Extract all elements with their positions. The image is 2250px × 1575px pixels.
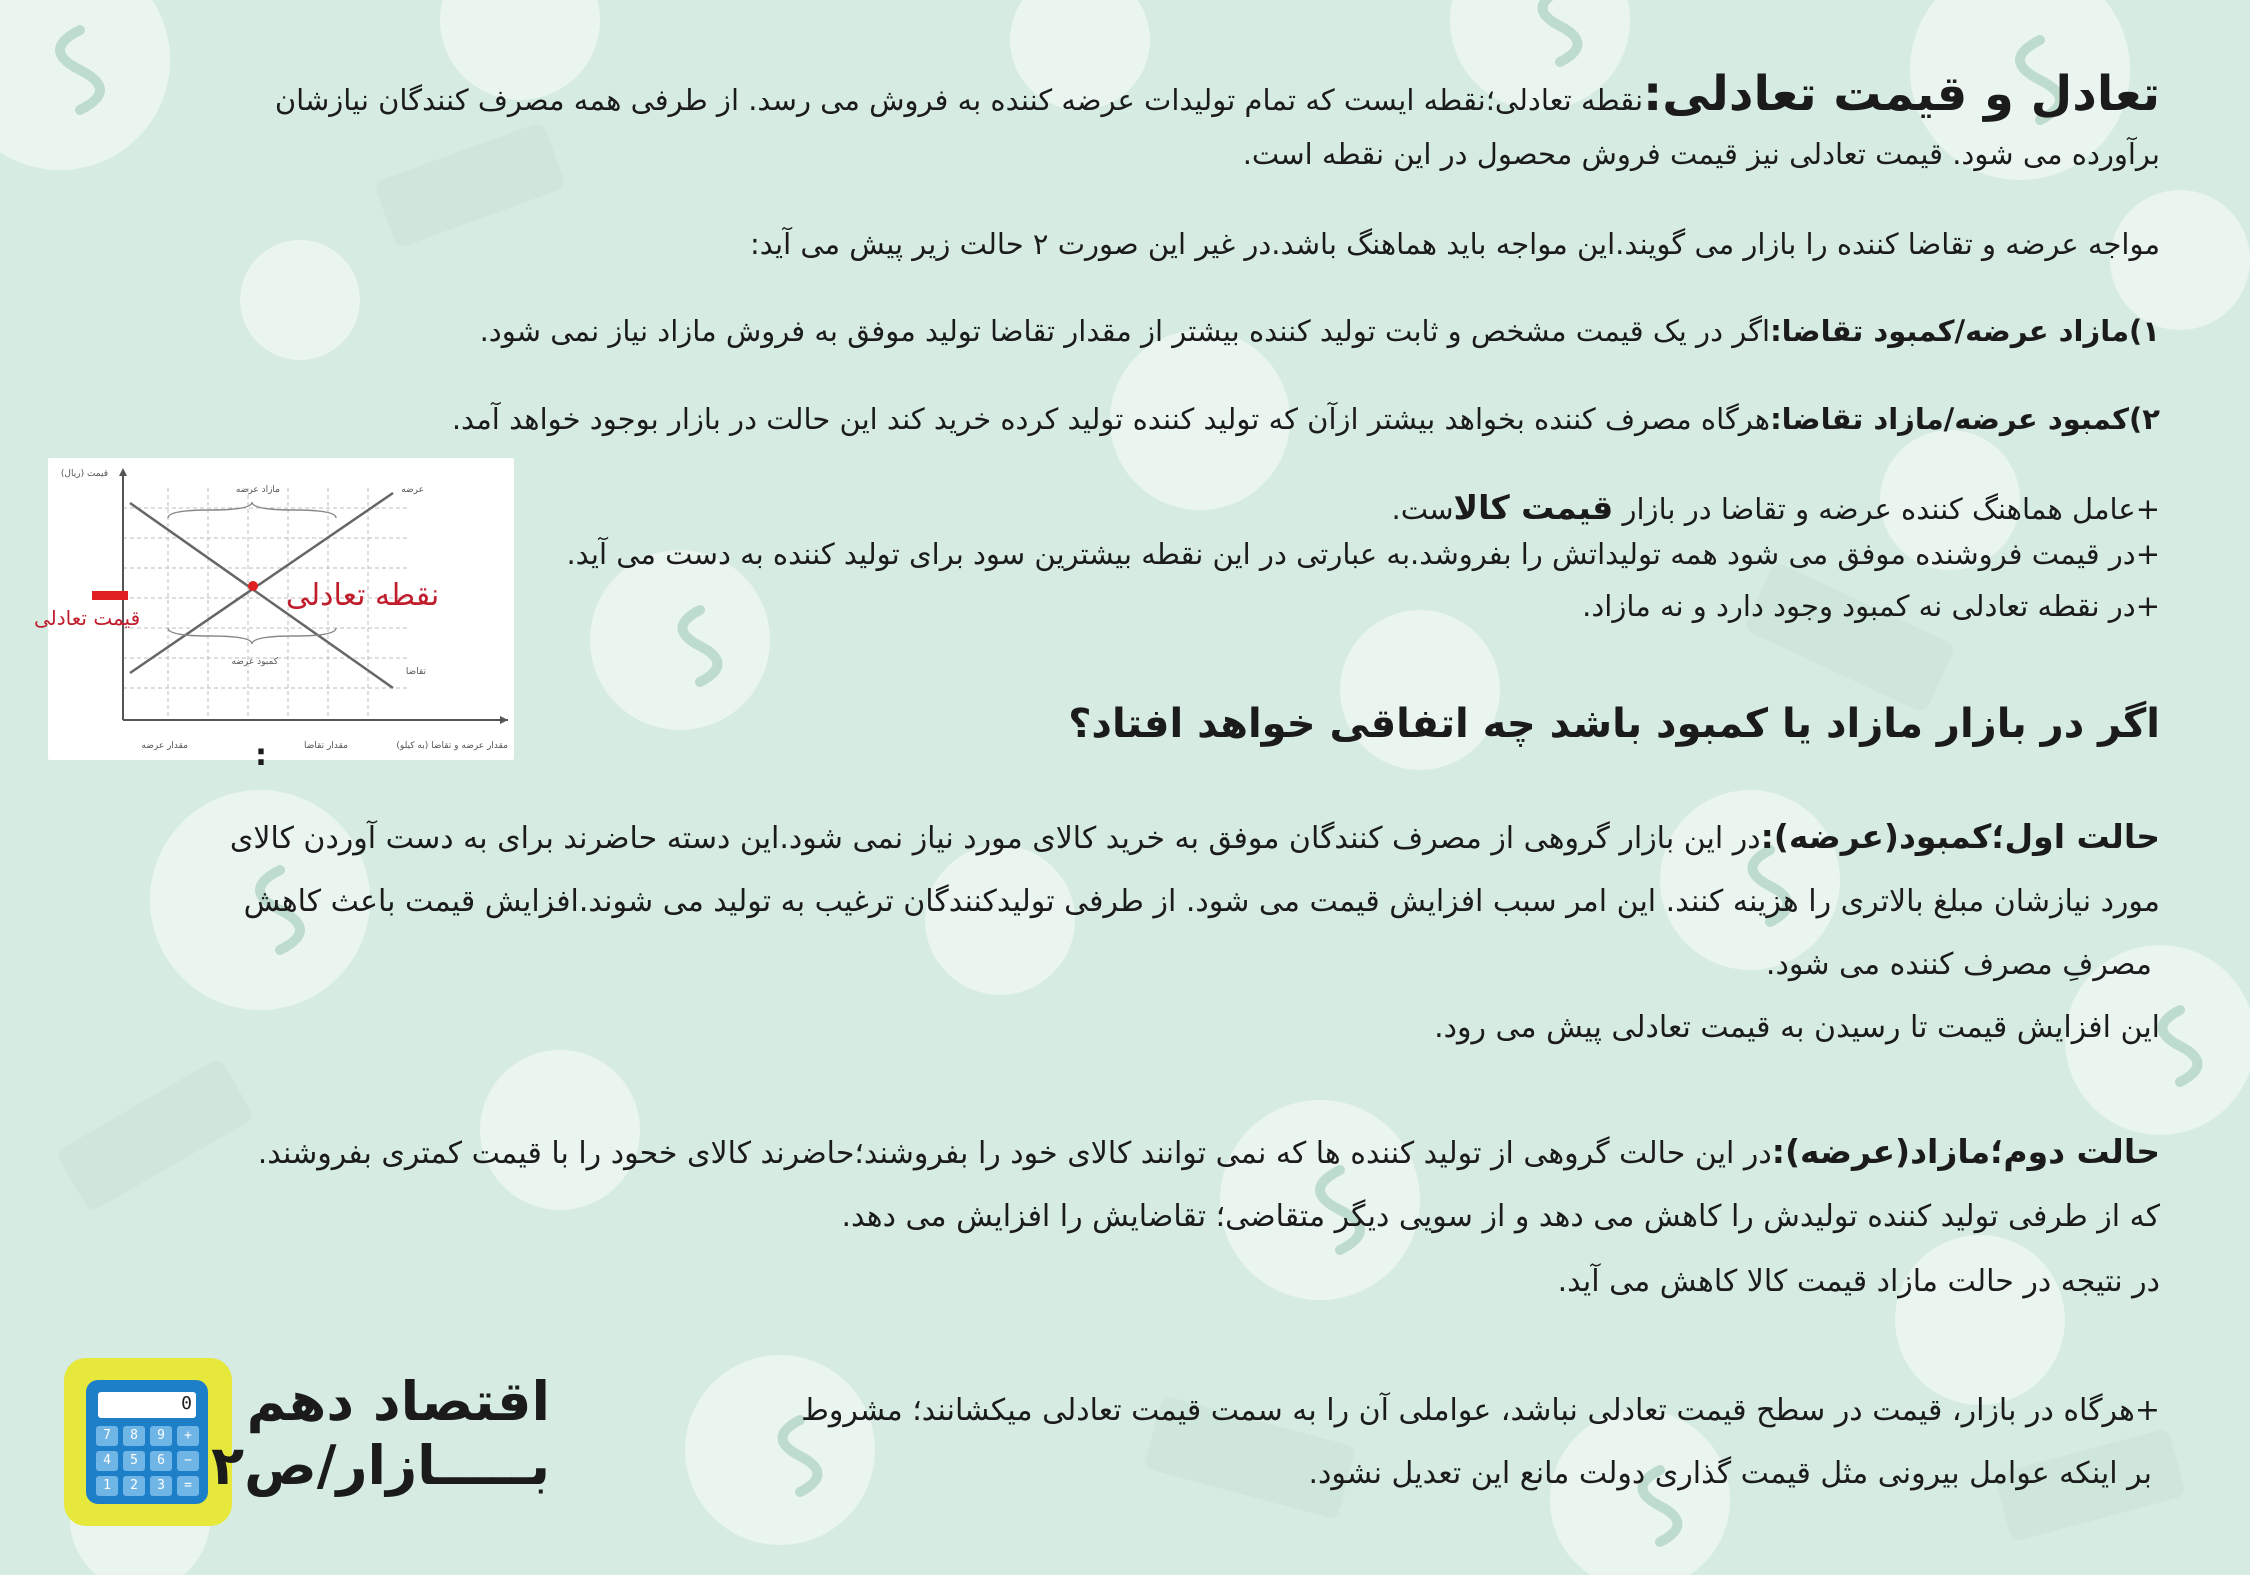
state2-text-1: در این حالت گروهی از تولید کننده ها که نمی توانند کالای خود را بفروشند؛حاضرند کالای خحود را با قیمت کمتری بفروشند. [257,1136,1772,1171]
calculator-screen [98,1392,196,1418]
note-1-bold: قیمت کالا [1453,488,1614,527]
market-intro: مواجه عرضه و تقاضا کننده را بازار می گویند.این مواجه باید هماهنگ باشد.در غیر این صورت ۲ حالت زیر پیش می آید: [750,227,2160,261]
calculator-key: 2 [123,1476,145,1496]
equilibrium-point [248,581,258,591]
calculator-key: 5 [123,1451,145,1471]
x-axis-label: مقدار عرضه و تقاضا (به کیلو) [396,741,508,751]
heading-line-2: برآورده می شود. قیمت تعادلی نیز قیمت فروش محصول در این نقطه است. [1242,137,2160,171]
state1-label: حالت اول؛کمبود(عرضه): [1760,817,2160,856]
footer-note-2: بر اینکه عوامل بیرونی مثل قیمت گذاری دولت مانع این تعدیل نشود. [1308,1456,2152,1491]
case1-line [480,307,2160,355]
calculator-logo-tile [64,1358,232,1526]
calculator-icon [86,1380,208,1504]
state1-line-3: مصرفِ مصرف کننده می شود. [1765,947,2152,982]
supply-label: عرضه [401,485,424,495]
calculator-key: − [177,1451,199,1471]
calculator-key: 6 [150,1451,172,1471]
state1-text-1: در این بازار گروهی از مصرف کنندگان موفق به خرید کالای مورد نیاز نمی شود.این دسته حاضرند برای به دست آوردن کالای [229,821,1761,856]
demand-label: تقاضا [405,667,426,677]
case1-text: اگر در یک قیمت مشخص و ثابت تولید کننده بیشتر از مقدار تقاضا تولید موفق به فروش مازاد نیاز نمی شود. [479,314,1771,348]
note-1-end: ست. [1391,492,1454,526]
colon-mark: : [255,738,267,773]
page-title: تعادل و قیمت تعادلی: [1643,66,2160,122]
calculator-key: + [177,1426,199,1446]
x-mark-2: مقدار تقاضا [304,741,348,751]
case2-text: هرگاه مصرف کننده بخواهد بیشتر ازآن که تولید کننده تولید کرده خرید کند این حالت در بازار بوجود خواهد آمد. [451,402,1771,436]
heading-text-1: نقطه تعادلی؛نقطه ایست که تمام تولیدات عرضه کننده به فروش می رسد. از طرفی همه مصرف کنندگان نیازشان [274,83,1644,117]
note-1 [1392,484,2161,533]
state1-line-1 [230,813,2160,863]
case2-line [452,395,2160,443]
footer-note-1: +هرگاه در بازار، قیمت در سطح قیمت تعادلی نباشد، عواملی آن را به سمت قیمت تعادلی میکشانند؛ مشروط [801,1393,2160,1428]
x-axis-arrow [500,716,508,724]
surplus-brace [168,502,336,518]
x-mark-1: مقدار عرضه [141,741,188,751]
brand-title: اقتصاد دهم [246,1370,550,1433]
shortage-label: کمبود عرضه [231,657,278,667]
state2-line-3: در نتیجه در حالت مازاد قیمت کالا کاهش می آید. [1557,1264,2160,1299]
calculator-key: 3 [150,1476,172,1496]
calculator-key: 8 [123,1426,145,1446]
equilibrium-price-label: قیمت تعادلی [34,606,141,630]
heading-line-1 [274,66,2160,124]
calculator-screen-value: 0 [181,1393,192,1414]
calculator-key: = [177,1476,199,1496]
state2-line-1 [258,1128,2160,1178]
state2-line-2: که از طرفی تولید کننده تولیدش را کاهش می دهد و از سویی دیگر متقاضی؛ تقاضایش را افزایش می دهد. [841,1199,2160,1234]
calculator-key: 1 [96,1476,118,1496]
price-marker [92,591,128,600]
state1-line-2: مورد نیازشان مبلغ بالاتری را هزینه کنند. این امر سبب افزایش قیمت می شود. از طرفی تولیدکنندگان ترغیب به تولید می شوند.افزایش قیمت باعث کاهش [243,884,2160,919]
question-heading: اگر در بازار مازاد یا کمبود باشد چه اتفاقی خواهد افتاد؟ [1068,701,2160,747]
y-axis-arrow [119,468,127,476]
case1-label: ۱)مازاد عرضه/کمبود تقاضا: [1770,314,2160,348]
case2-label: ۲)کمبود عرضه/مازاد تقاضا: [1770,402,2160,436]
note-1-start: +عامل هماهنگ کننده عرضه و تقاضا در بازار [1622,492,2160,526]
calculator-key: 4 [96,1451,118,1471]
note-3: +در نقطه تعادلی نه کمبود وجود دارد و نه مازاد. [1582,589,2160,623]
y-axis-label: قیمت (ریال) [60,469,108,479]
surplus-label: مازاد عرضه [235,485,280,495]
calculator-keys [96,1426,200,1496]
calculator-key: 7 [96,1426,118,1446]
state1-line-4: این افزایش قیمت تا رسیدن به قیمت تعادلی پیش می رود. [1434,1010,2160,1045]
state2-label: حالت دوم؛مازاد(عرضه): [1771,1132,2160,1171]
equilibrium-point-label: نقطه تعادلی [286,578,440,613]
note-2: +در قیمت فروشنده موفق می شود همه تولیداتش را بفروشد.به عبارتی در این نقطه بیشترین سود برای تولید کننده به دست می آید. [566,537,2160,571]
brand-subtitle: بـــــازار/ص۲ [211,1434,550,1497]
calculator-key: 9 [150,1426,172,1446]
